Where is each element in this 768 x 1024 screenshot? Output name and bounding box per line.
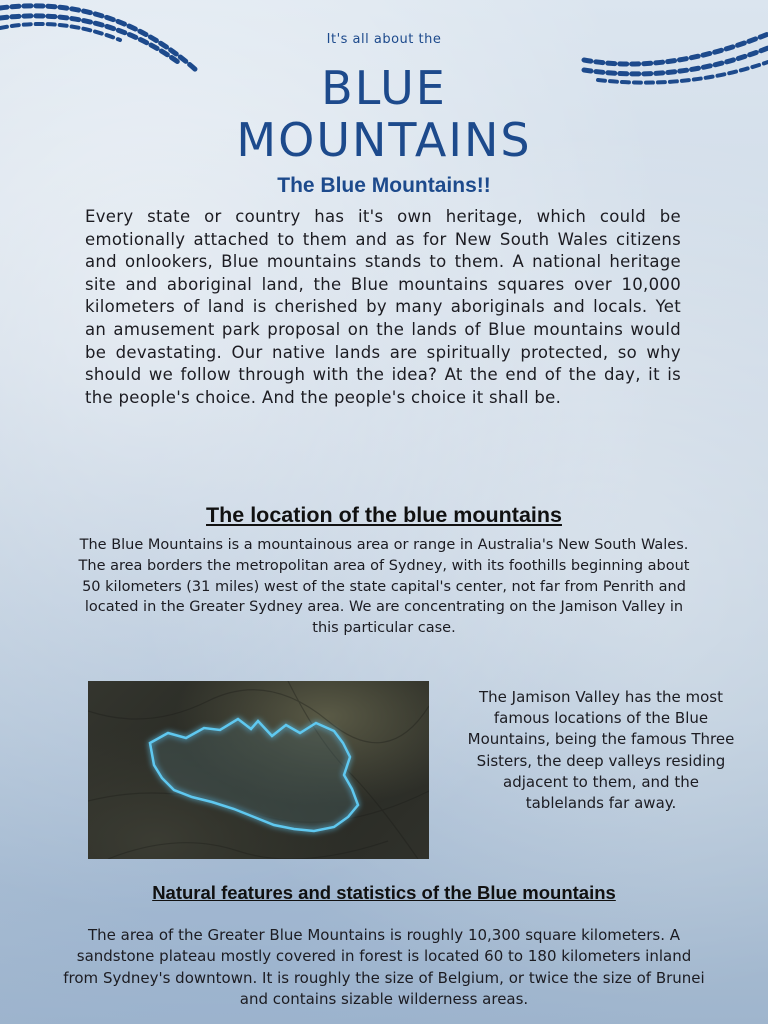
- title-line-1: BLUE: [321, 61, 447, 115]
- location-heading: The location of the blue mountains: [206, 503, 562, 527]
- page-title: [0, 62, 768, 166]
- natural-features-heading: Natural features and statistics of the Blue mountains: [152, 882, 616, 903]
- location-paragraph: The Blue Mountains is a mountainous area or range in Australia's New South Wales. The area borders the metropolitan area of Sydney, with its foothills beginning about 50 kilometers (31 miles) west of the state capital's center, not far from Penrith and located in the Greater Sydney area. We are concentrating on the Jamison Valley in this particular case.: [78, 537, 690, 637]
- title-line-2: MOUNTAINS: [236, 113, 532, 167]
- eyebrow-text: It's all about the: [326, 32, 442, 47]
- jamison-valley-paragraph: The Jamison Valley has the most famous locations of the Blue Mountains, being the famous Three Sisters, the deep valleys residing adjacent to them, and the tablelands far away.: [467, 688, 735, 813]
- valley-outline: [150, 719, 358, 831]
- jamison-valley-map-image: [88, 681, 429, 859]
- page-subtitle: The Blue Mountains!!: [277, 174, 491, 197]
- natural-features-paragraph: The area of the Greater Blue Mountains is roughly 10,300 square kilometers. A sandstone plateau mostly covered in forest is located 60 to 180 kilometers inland from Sydney's downtown. It is roughly the size of Belgium, or twice the size of Brunei and contains sizable wilderness areas.: [63, 926, 705, 1009]
- intro-paragraph: Every state or country has it's own heritage, which could be emotionally attached to them and as for New South Wales citizens and onlookers, Blue mountains stands to them. A national heritage site and aboriginal land, the Blue mountains squares over 10,000 kilometers of land is cherished by many aboriginals and locals. Yet an amusement park proposal on the lands of Blue mountains would be devastating. Our native lands are spiritually protected, so why should we follow through with the idea? At the end of the day, it is the people's choice. And the people's choice it shall be.: [85, 207, 681, 407]
